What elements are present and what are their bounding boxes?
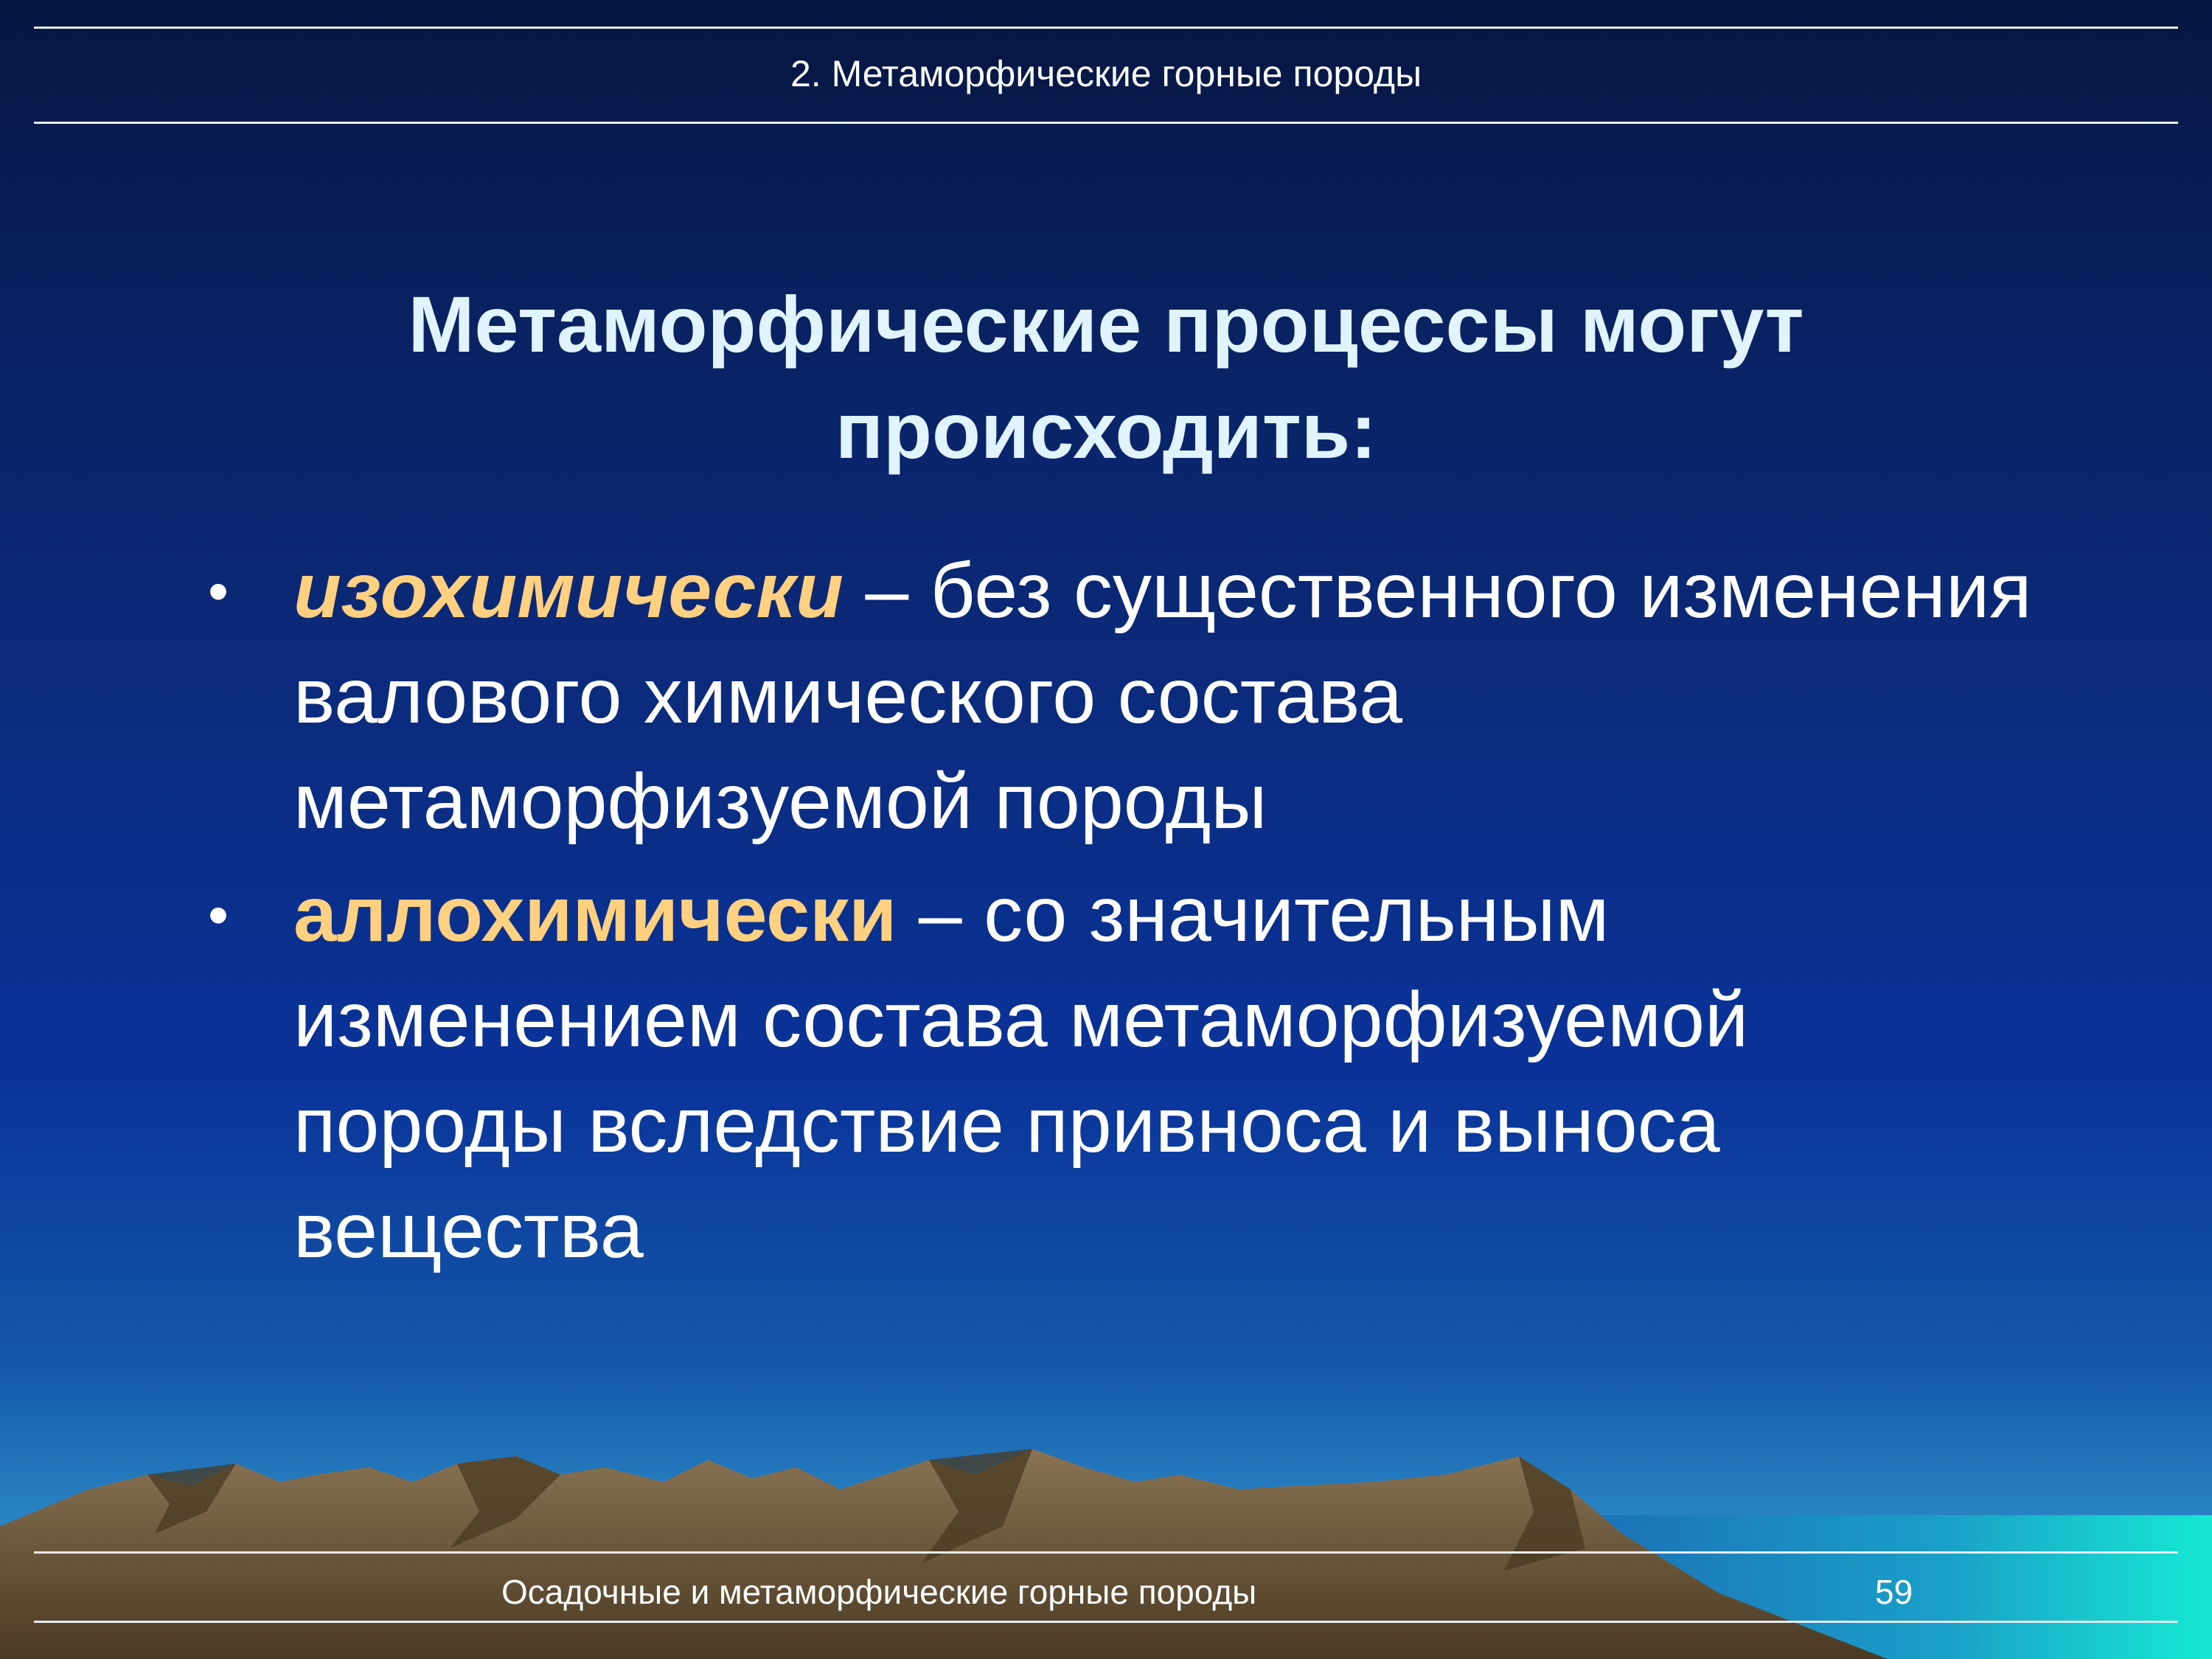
bullet-dot-icon: •: [208, 558, 229, 624]
slide-title: Метаморфические процессы могут происходить:: [408, 279, 1804, 475]
footer-title: Осадочные и метаморфические горные породы: [501, 1573, 1257, 1611]
bullet-text: – без существенного изменения валового химического состава метаморфизуемой породы: [293, 547, 2032, 845]
footer-bottom-rule: [34, 1621, 2178, 1623]
header-title: 2. Метаморфические горные породы: [790, 53, 1422, 94]
bullet-item-isochemical: [208, 538, 2037, 855]
bullet-term: аллохимически: [293, 871, 897, 958]
bullet-term: изохимически: [293, 547, 844, 634]
bullet-list: [208, 538, 2037, 1291]
bullet-dot-icon: •: [208, 882, 229, 947]
mountain-range-image: [0, 1423, 2212, 1659]
footer-top-rule: [34, 1551, 2178, 1554]
page-number: 59: [1875, 1573, 1913, 1611]
header-bottom-rule: [34, 122, 2178, 124]
header-top-rule: [34, 27, 2178, 29]
bullet-item-allochemical: [208, 862, 2037, 1284]
bullet-text: – со значительным изменением состава метаморфизуемой породы вследствие привноса и выноса вещества: [293, 871, 1749, 1274]
